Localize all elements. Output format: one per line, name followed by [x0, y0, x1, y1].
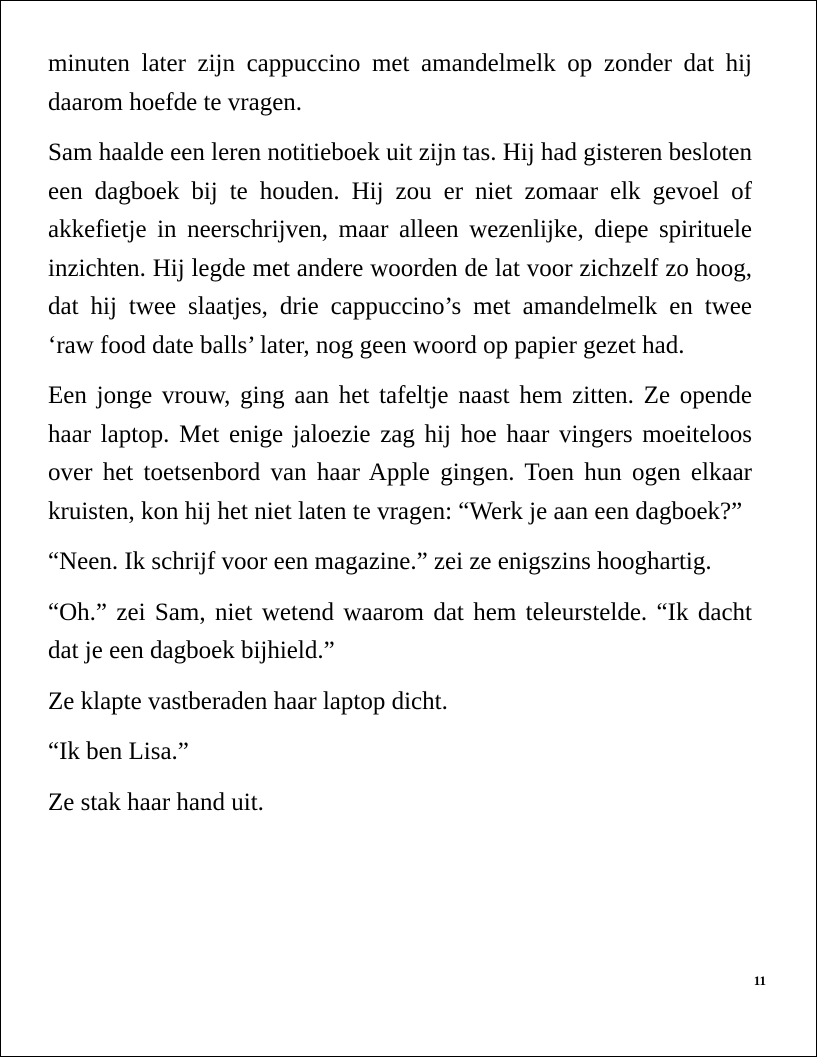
paragraph-2: Sam haalde een leren notitieboek uit zijn tas. Hij had gisteren besloten een dagboek bij te houden. Hij zou er niet zomaar elk gevoel of akkefietje in neerschrijven, maar alleen wezenlijke, diepe spirituele inzichten. Hij legde met andere woorden de lat voor zichzelf zo hoog, dat hij twee slaatjes, drie cappuccino’s met amandelmelk en twee ‘raw food date balls’ later, nog geen woord op papier gezet had.	[48, 139, 752, 359]
paragraph-8: Ze stak haar hand uit.	[48, 788, 264, 816]
paragraph-4: “Neen. Ik schrijf voor een magazine.” zei ze enigszins hooghartig.	[48, 548, 712, 575]
page-number: 11	[753, 973, 766, 988]
body-text	[48, 45, 752, 834]
paragraph-7: “Ik ben Lisa.”	[48, 738, 189, 765]
paragraph-3: Een jonge vrouw, ging aan het tafeltje naast hem zitten. Ze opende haar laptop. Met enige jaloezie zag hij hoe haar vingers moeiteloos over het toetsenbord van haar Apple gingen. Toen hun ogen elkaar kruisten, kon hij het niet laten te vragen: “Werk je aan een dagboek?”	[48, 382, 752, 525]
paragraph-1: minuten later zijn cappuccino met amandelmelk op zonder dat hij daarom hoefde te vragen.	[48, 50, 752, 116]
paragraph-6: Ze klapte vastberaden haar laptop dicht.	[48, 687, 448, 715]
paragraph-5: “Oh.” zei Sam, niet wetend waarom dat hem teleurstelde. “Ik dacht dat je een dagboek bijhield.”	[48, 598, 752, 664]
